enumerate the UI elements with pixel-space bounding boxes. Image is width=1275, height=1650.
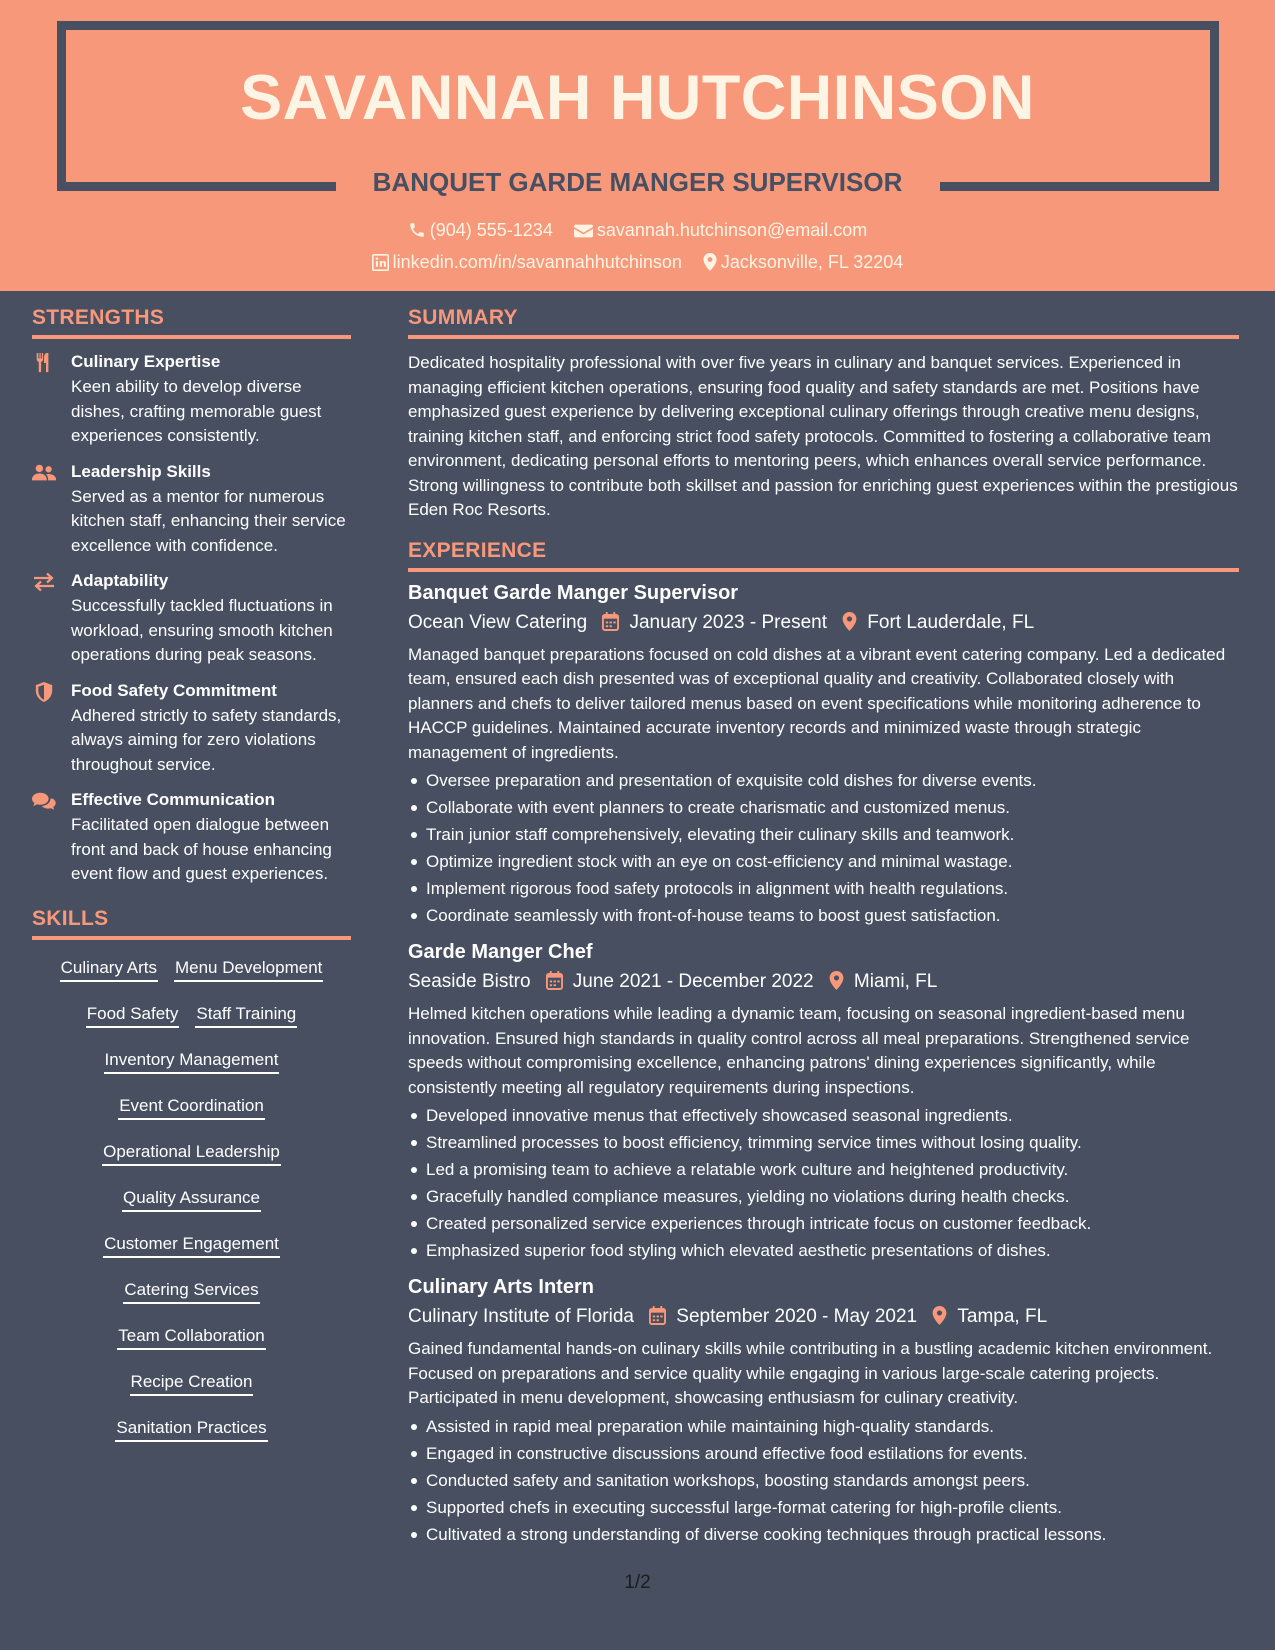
experience-entry [408,939,1239,1264]
skills-list [32,956,351,1442]
skill-tag: Event Coordination [118,1094,265,1120]
job-bullet: Led a promising team to achieve a relatable work culture and heightened productivity. [408,1156,1239,1183]
job-bullets [408,1102,1239,1264]
calendar-icon [602,612,619,631]
candidate-name: SAVANNAH HUTCHINSON [240,63,1035,133]
strength-desc: Facilitated open dialogue between front and back of house enhancing event flow and guest experiences. [71,815,332,883]
job-meta [408,969,1239,995]
phone-icon [408,221,426,239]
envelope-icon [574,223,593,239]
strength-title: Food Safety Commitment [71,680,277,700]
strength-item [32,789,351,887]
strength-item [32,570,351,668]
job-bullet: Oversee preparation and presentation of exquisite cold dishes for diverse events. [408,767,1239,794]
left-column [32,306,351,1462]
contact-row-1 [0,220,1275,241]
strength-title: Adaptability [71,571,169,590]
email-contact[interactable] [574,220,867,241]
users-icon [32,463,56,483]
strength-desc: Served as a mentor for numerous kitchen staff, enhancing their service excellence with confidence. [71,486,346,555]
strength-desc: Keen ability to develop diverse dishes, crafting memorable guest experiences consistently. [71,377,322,445]
strength-item [32,351,351,449]
job-bullet: Streamlined processes to boost efficiency, trimming service times without losing quality. [408,1129,1239,1156]
map-marker-icon [703,253,717,271]
job-bullet: Engaged in constructive discussions around effective food estilations for events. [408,1440,1239,1467]
job-bullet: Gracefully handled compliance measures, yielding no violations during health checks. [408,1183,1239,1210]
skill-tag: Team Collaboration [117,1324,265,1350]
job-description: Gained fundamental hands-on culinary skills while contributing in a bustling academic kitchen environment. Focused on preparations and service quality while engaging in various large-scale catering projects. Participated in menu development, showcasing enthusiasm for culinary creativity. [408,1339,1213,1407]
skill-tag: Customer Engagement [103,1232,280,1258]
linkedin-contact[interactable] [372,252,682,273]
job-title: Banquet Garde Manger Supervisor [408,581,739,604]
job-bullets [408,767,1239,929]
linkedin-text[interactable]: linkedin.com/in/savannahhutchinson [392,252,682,272]
company-name: Culinary Institute of Florida [408,1306,634,1327]
strength-desc: Adhered strictly to safety standards, always aiming for zero violations throughout service. [71,705,342,774]
job-bullet: Conducted safety and sanitation workshops, boosting standards amongst peers. [408,1467,1239,1494]
page-number: 1/2 [624,1572,651,1593]
linkedin-icon [372,254,389,271]
company-name: Ocean View Catering [408,611,588,633]
phone-contact [408,220,553,241]
strength-title: Culinary Expertise [71,352,221,371]
job-bullet: Implement rigorous food safety protocols in alignment with health regulations. [408,875,1239,902]
job-bullets [408,1413,1239,1548]
strength-desc: Successfully tackled fluctuations in workload, ensuring smooth kitchen operations during peak seasons. [71,596,333,664]
strength-item [32,461,351,559]
skill-tag: Sanitation Practices [115,1416,267,1442]
strength-item [32,680,351,778]
company-name: Seaside Bistro [408,971,531,992]
strengths-heading: STRENGTHS [32,306,351,339]
experience-heading: EXPERIENCE [408,539,1239,572]
job-location: Tampa, FL [957,1306,1048,1327]
job-dates: June 2021 - December 2022 [572,971,814,992]
job-bullet: Cultivated a strong understanding of diverse cooking techniques through practical lessons. [408,1521,1239,1548]
job-dates: January 2023 - Present [629,611,827,633]
job-location: Fort Lauderdale, FL [867,611,1035,633]
email-text[interactable]: savannah.hutchinson@email.com [596,220,868,240]
location-text: Jacksonville, FL 32204 [720,252,904,272]
job-meta [408,1304,1239,1330]
skill-tag: Quality Assurance [122,1186,261,1212]
skill-tag: Inventory Management [104,1048,280,1074]
skill-tag: Staff Training [195,1002,297,1028]
job-bullet: Coordinate seamlessly with front-of-house teams to boost guest satisfaction. [408,902,1239,929]
job-bullet: Train junior staff comprehensively, elevating their culinary skills and teamwork. [408,821,1239,848]
map-marker-icon [932,1306,947,1325]
utensils-icon [32,353,56,373]
summary-text: Dedicated hospitality professional with over five years in culinary and banquet services. Experienced in managing efficient kitchen operations, ensuring food quality and safety standards are met. Positions have emphasized guest experience by delivering exceptional culinary offerings through creative menu designs, training kitchen staff, and enforcing strict food safety protocols. Committed to fostering a collaborative team environment, dedicating personal efforts to mentoring peers, which enhances overall service performance. Strong willingness to contribute both skillset and passion for enriching guest experiences within the prestigious Eden Roc Resorts. [408,353,1238,519]
job-location: Miami, FL [853,971,938,992]
job-bullet: Collaborate with event planners to create charismatic and customized menus. [408,794,1239,821]
strength-title: Effective Communication [71,790,276,809]
job-bullet: Emphasized superior food styling which elevated aesthetic presentations of dishes. [408,1237,1239,1264]
calendar-icon [546,971,563,990]
header-band [0,0,1275,291]
strength-title: Leadership Skills [71,461,211,481]
skill-tag: Culinary Arts [60,956,158,982]
experience-entry [408,580,1239,930]
shield-icon [32,682,56,702]
job-title: Garde Manger Chef [408,941,593,963]
right-column [408,306,1239,1558]
job-bullet: Created personalized service experiences through intricate focus on customer feedback. [408,1210,1239,1237]
phone-text: (904) 555-1234 [429,220,553,240]
map-marker-icon [829,971,844,990]
summary-heading: SUMMARY [408,306,1239,339]
map-marker-icon [842,612,857,631]
job-title: Culinary Arts Intern [408,1276,594,1298]
skill-tag: Food Safety [86,1002,180,1028]
exchange-icon [32,572,56,592]
job-dates: September 2020 - May 2021 [676,1306,918,1327]
job-bullet: Supported chefs in executing successful large-format catering for high-profile clients. [408,1494,1239,1521]
skills-heading: SKILLS [32,907,351,940]
candidate-title: BANQUET GARDE MANGER SUPERVISOR [372,167,903,197]
calendar-icon [649,1306,666,1325]
job-meta [408,610,1239,636]
location-contact [703,252,903,273]
contact-row-2 [0,252,1275,273]
skill-tag: Recipe Creation [130,1370,254,1396]
job-bullet: Optimize ingredient stock with an eye on cost-efficiency and minimal wastage. [408,848,1239,875]
skill-tag: Catering Services [123,1278,259,1304]
job-bullet: Assisted in rapid meal preparation while maintaining high-quality standards. [408,1413,1239,1440]
comments-icon [32,791,56,811]
skill-tag: Operational Leadership [102,1140,281,1166]
skill-tag: Menu Development [174,956,323,982]
job-bullet: Developed innovative menus that effectively showcased seasonal ingredients. [408,1102,1239,1129]
job-description: Helmed kitchen operations while leading a dynamic team, focusing on seasonal ingredient-based menu innovation. Ensured high standards in quality control across all meal preparations. Strengthened service speeds without compromising excellence, enhancing patrons' dining experiences significantly, while consistently meeting all regulatory requirements during inspections. [408,1004,1190,1097]
job-description: Managed banquet preparations focused on cold dishes at a vibrant event catering company. Led a dedicated team, ensured each dish presented was of exceptional quality and creativity. Collaborated closely with planners and chefs to deliver tailored menus based on event specifications while monitoring adherence to HACCP guidelines. Maintained accurate inventory records and minimized waste through strategic management of ingredients. [408,644,1226,762]
experience-entry [408,1274,1239,1548]
